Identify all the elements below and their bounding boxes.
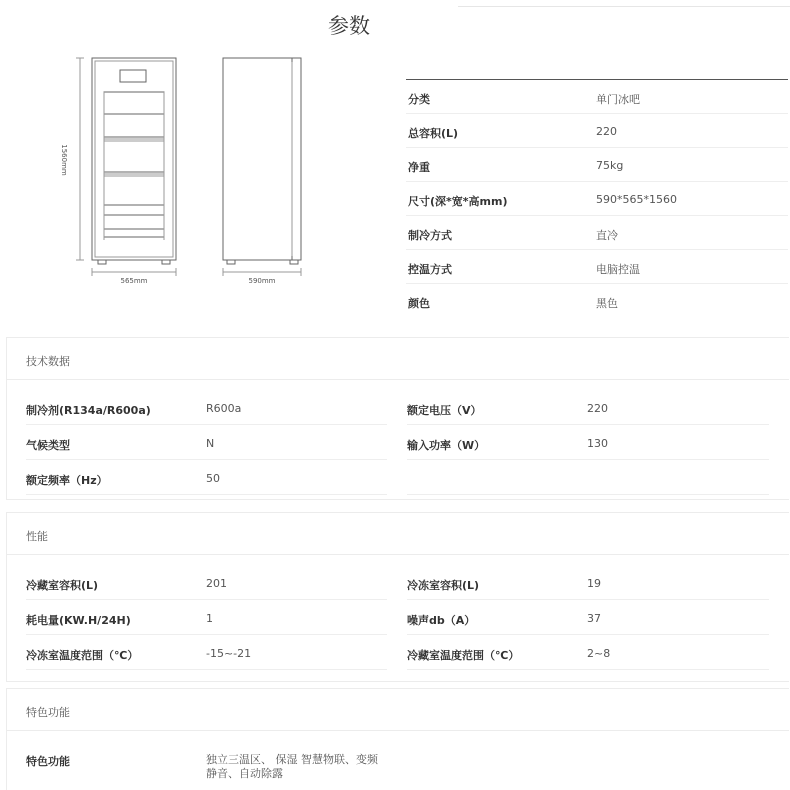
front-view-drawing <box>92 58 176 264</box>
tech-data-title: 技术数据 <box>7 338 789 380</box>
performance-title: 性能 <box>7 513 789 555</box>
tech-data-section <box>6 337 789 500</box>
features-value: 独立三温区、 保湿 智慧物联、变频静音、自动除露 <box>206 753 378 780</box>
spec-cell: 额定电压（V） 220 <box>407 390 769 425</box>
width-dimension-label: 565mm <box>120 277 148 285</box>
dimension-drawings <box>0 0 330 300</box>
feature-cell <box>26 741 387 790</box>
features-label: 特色功能 <box>26 755 70 768</box>
spec-cell: 制冷剂(R134a/R600a) R600a <box>26 390 387 425</box>
spec-cell: 输入功率（W） 130 <box>407 425 769 460</box>
spec-cell: 冷冻室容积(L) 19 <box>407 565 769 600</box>
spec-cell: 冷藏室温度范围（℃） 2~8 <box>407 635 769 670</box>
summary-row: 控温方式 电脑控温 <box>406 250 788 284</box>
summary-row: 制冷方式 直冷 <box>406 216 788 250</box>
spec-cell: 噪声db（A） 37 <box>407 600 769 635</box>
features-section <box>6 688 789 790</box>
page-title: 参数 <box>328 14 370 38</box>
summary-row: 净重 75kg <box>406 148 788 182</box>
summary-row: 分类 单门冰吧 <box>406 80 788 114</box>
side-view-drawing <box>223 58 301 264</box>
top-divider <box>458 6 790 7</box>
summary-spec-table <box>406 79 788 318</box>
spec-cell: 耗电量(KW.H/24H) 1 <box>26 600 387 635</box>
summary-row: 总容积(L) 220 <box>406 114 788 148</box>
spec-cell: 气候类型 N <box>26 425 387 460</box>
spec-cell-empty <box>407 460 769 495</box>
spec-cell: 冷藏室容积(L) 201 <box>26 565 387 600</box>
performance-section <box>6 512 789 682</box>
depth-dimension-label: 590mm <box>248 277 276 285</box>
spec-cell: 冷冻室温度范围（℃） -15~-21 <box>26 635 387 670</box>
features-title: 特色功能 <box>7 689 789 731</box>
summary-row: 颜色 黑色 <box>408 297 618 310</box>
spec-cell: 额定频率（Hz） 50 <box>26 460 387 495</box>
height-dimension-label: 1560mm <box>60 144 68 176</box>
summary-row: 尺寸(深*宽*高mm) 590*565*1560 <box>406 182 788 216</box>
